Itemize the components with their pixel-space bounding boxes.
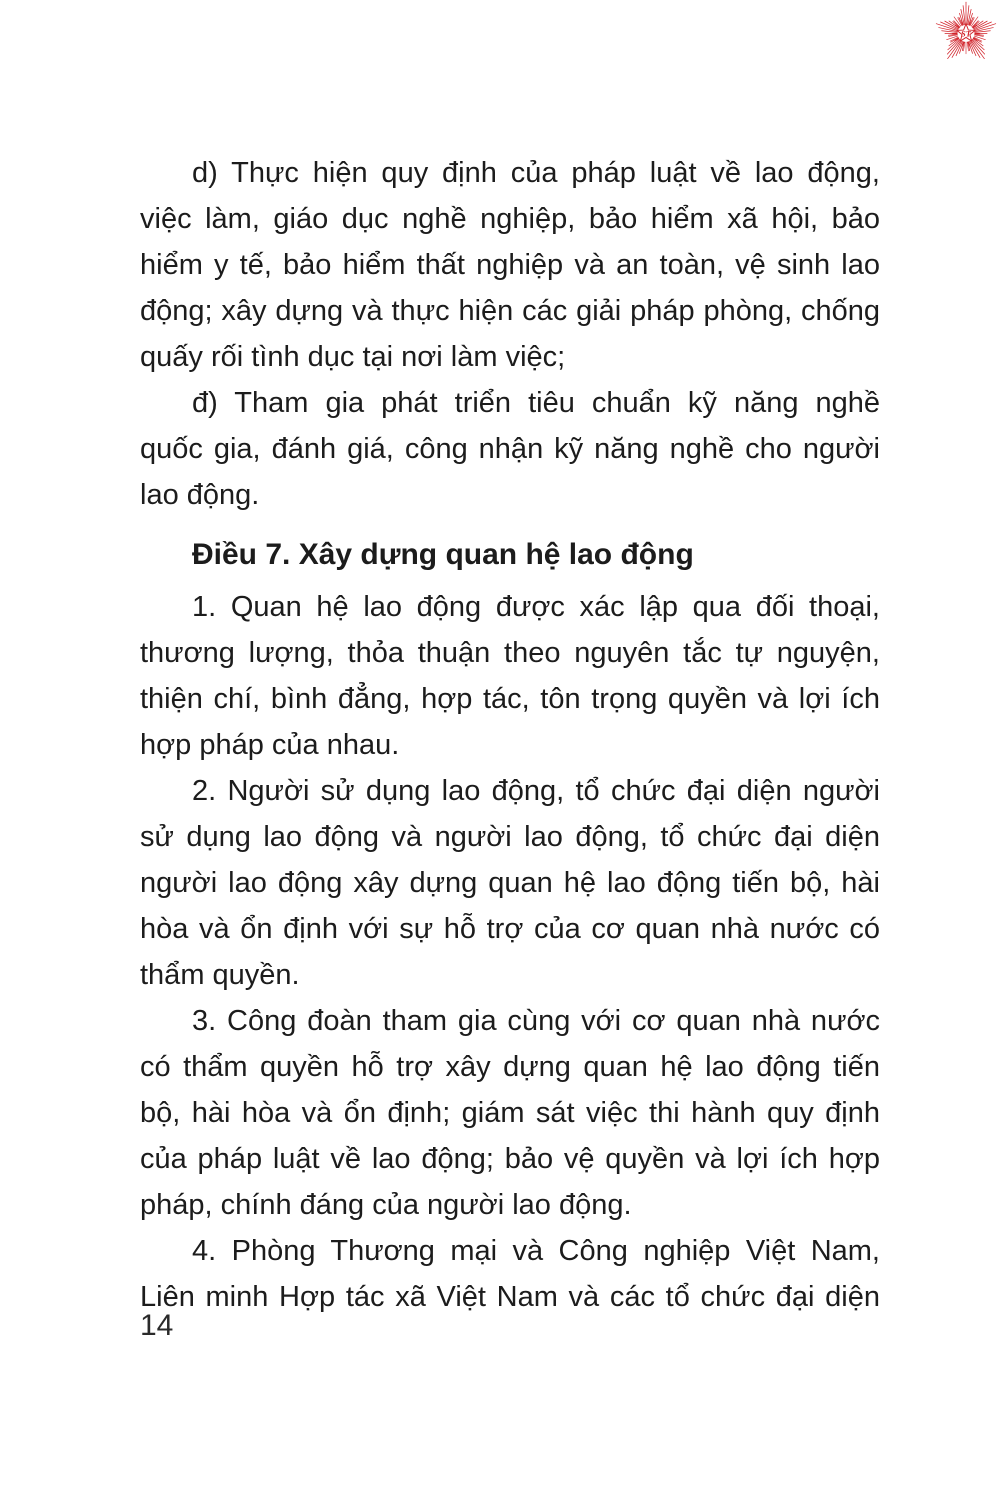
- text-line: của pháp luật về lao động; bảo vệ quyền và lợi ích hợp: [140, 1143, 880, 1175]
- text-line: bộ, hài hòa và ổn định; giám sát việc thi hành quy định: [140, 1097, 880, 1129]
- paragraph-3: [140, 998, 880, 1228]
- logo-letters: ST: [961, 28, 971, 39]
- text-line: quấy rối tình dục tại nơi làm việc;: [140, 341, 566, 373]
- text-line: hiểm y tế, bảo hiểm thất nghiệp và an toàn, vệ sinh lao: [140, 249, 880, 281]
- text-line: quốc gia, đánh giá, công nhận kỹ năng nghề cho người: [140, 433, 880, 465]
- paragraph-2: [140, 768, 880, 998]
- text-line: người lao động xây dựng quan hệ lao động tiến bộ, hài: [140, 867, 880, 899]
- text-line: Liên minh Hợp tác xã Việt Nam và các tổ chức đại diện: [140, 1281, 880, 1313]
- text-column: [140, 150, 880, 1320]
- text-line: hòa và ổn định với sự hỗ trợ của cơ quan nhà nước có: [140, 913, 880, 945]
- text-line: sử dụng lao động và người lao động, tổ chức đại diện: [140, 821, 880, 853]
- text-line: 4. Phòng Thương mại và Công nghiệp Việt Nam,: [192, 1235, 880, 1267]
- text-line: 2. Người sử dụng lao động, tổ chức đại diện người: [192, 775, 880, 807]
- paragraph-1: [140, 584, 880, 768]
- paragraph-dd: [140, 380, 880, 518]
- text-line: thương lượng, thỏa thuận theo nguyên tắc tự nguyện,: [140, 637, 880, 669]
- text-line: có thẩm quyền hỗ trợ xây dựng quan hệ lao động tiến: [140, 1051, 880, 1083]
- text-line: đ) Tham gia phát triển tiêu chuẩn kỹ năng nghề: [192, 387, 880, 419]
- page-number: 14: [140, 1309, 174, 1342]
- paragraph-4: [140, 1228, 880, 1320]
- article-heading: Điều 7. Xây dựng quan hệ lao động: [192, 538, 694, 571]
- text-line: pháp, chính đáng của người lao động.: [140, 1189, 632, 1221]
- text-line: lao động.: [140, 479, 260, 511]
- text-line: hợp pháp của nhau.: [140, 729, 400, 761]
- publisher-star-logo-icon: [932, 0, 1000, 66]
- text-line: 3. Công đoàn tham gia cùng với cơ quan nhà nước: [192, 1005, 880, 1037]
- text-line: thẩm quyền.: [140, 959, 300, 991]
- text-line: 1. Quan hệ lao động được xác lập qua đối thoại,: [192, 591, 880, 623]
- text-line: d) Thực hiện quy định của pháp luật về lao động,: [192, 157, 880, 189]
- text-line: thiện chí, bình đẳng, hợp tác, tôn trọng quyền và lợi ích: [140, 683, 880, 715]
- text-line: việc làm, giáo dục nghề nghiệp, bảo hiểm xã hội, bảo: [140, 203, 880, 235]
- text-line: động; xây dựng và thực hiện các giải pháp phòng, chống: [140, 295, 880, 327]
- paragraph-d: [140, 150, 880, 380]
